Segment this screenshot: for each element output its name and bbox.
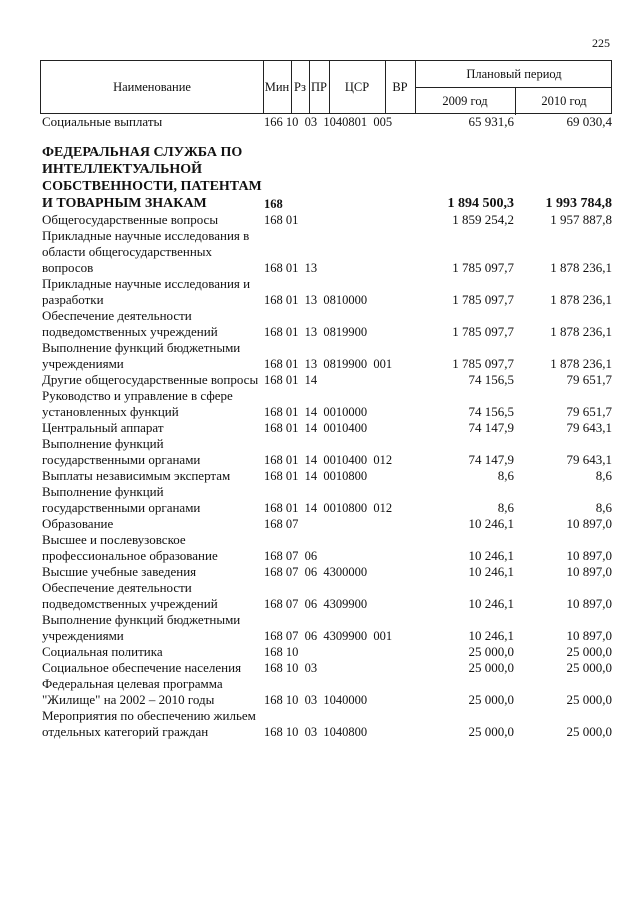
row-value-2010: 10 897,0 <box>566 596 612 611</box>
row-value-2010: 1 878 236,1 <box>550 292 612 307</box>
row-value-2009: 74 156,5 <box>468 372 514 387</box>
header-year-2010: 2010 год <box>541 93 587 108</box>
row-value-2010: 1 957 887,8 <box>550 212 612 227</box>
row-codes: 168 01 14 0010800 <box>264 469 368 483</box>
row-value-2010: 1 993 784,8 <box>545 196 612 211</box>
row-value-2009: 74 147,9 <box>468 420 514 435</box>
row-codes: 168 07 <box>264 517 299 531</box>
row-codes: 168 01 14 0010400 012 <box>264 453 393 467</box>
table-body <box>40 114 612 740</box>
row-value-2009: 1 859 254,2 <box>452 212 514 227</box>
row-value-2009: 10 246,1 <box>468 564 514 579</box>
row-value-2010: 79 643,1 <box>566 420 612 435</box>
row-value-2009: 25 000,0 <box>468 692 514 707</box>
table-row <box>40 580 612 612</box>
row-value-2010: 10 897,0 <box>566 564 612 579</box>
row-value-2009: 10 246,1 <box>468 548 514 563</box>
table-row <box>40 114 612 130</box>
header-min: Мин <box>264 79 290 94</box>
table-row <box>40 532 612 564</box>
header-pr: ПР <box>311 79 327 94</box>
table-row <box>40 388 612 420</box>
row-codes: 168 07 06 <box>264 549 318 563</box>
row-value-2010: 10 897,0 <box>566 628 612 643</box>
row-value-2009: 8,6 <box>497 468 514 483</box>
row-codes: 168 01 13 0810000 <box>264 293 368 307</box>
table-row <box>40 708 612 740</box>
row-codes: 168 10 03 1040800 <box>264 725 368 739</box>
row-value-2010: 25 000,0 <box>566 724 612 739</box>
header-rz: Рз <box>294 79 306 94</box>
table-row <box>40 468 612 484</box>
row-codes: 168 01 14 0010000 <box>264 405 368 419</box>
row-name: Прикладные научные исследования в области общегосударственных вопросов <box>42 228 250 275</box>
row-name: Социальные выплаты <box>42 114 163 129</box>
table-row <box>40 676 612 708</box>
row-value-2009: 10 246,1 <box>468 516 514 531</box>
row-value-2010: 25 000,0 <box>566 644 612 659</box>
row-codes: 168 10 03 1040000 <box>264 693 368 707</box>
row-name: Высшие учебные заведения <box>42 564 197 579</box>
row-value-2010: 8,6 <box>595 500 612 515</box>
budget-table <box>40 60 612 740</box>
row-value-2010: 25 000,0 <box>566 660 612 675</box>
row-name: Мероприятия по обеспечению жильем отдельных категорий граждан <box>42 708 256 739</box>
header-csr: ЦСР <box>344 79 370 94</box>
row-name: Обеспечение деятельности подведомственных учреждений <box>42 580 218 611</box>
table-row <box>40 228 612 276</box>
row-name: Обеспечение деятельности подведомственных учреждений <box>42 308 218 339</box>
row-value-2010: 1 878 236,1 <box>550 356 612 371</box>
row-name: Социальное обеспечение населения <box>42 660 242 675</box>
row-name: Общегосударственные вопросы <box>42 212 219 227</box>
table-row <box>40 484 612 516</box>
table-row <box>40 276 612 308</box>
row-name: Образование <box>42 516 114 531</box>
row-name: Выплаты независимым экспертам <box>42 468 231 483</box>
row-value-2010: 10 897,0 <box>566 548 612 563</box>
table-row <box>40 340 612 372</box>
row-value-2010: 1 878 236,1 <box>550 324 612 339</box>
row-value-2009: 65 931,6 <box>468 114 514 129</box>
row-codes: 168 01 14 0010400 <box>264 421 368 435</box>
row-value-2009: 8,6 <box>497 500 514 515</box>
row-name: Высшее и послевузовское профессиональное образование <box>42 532 218 563</box>
row-value-2010: 79 643,1 <box>566 452 612 467</box>
row-value-2009: 1 785 097,7 <box>452 356 514 371</box>
row-codes: 168 <box>264 197 283 211</box>
row-codes: 168 07 06 4309900 001 <box>264 629 393 643</box>
row-codes: 166 10 03 1040801 005 <box>264 115 393 129</box>
row-codes: 168 01 14 0010800 012 <box>264 501 393 515</box>
row-name: Выполнение функций государственными органами <box>42 436 201 467</box>
row-name: Выполнение функций бюджетными учреждениями <box>42 340 241 371</box>
row-value-2009: 25 000,0 <box>468 660 514 675</box>
table-row <box>40 372 612 388</box>
row-value-2009: 1 785 097,7 <box>452 292 514 307</box>
table-row <box>40 436 612 468</box>
row-value-2009: 74 156,5 <box>468 404 514 419</box>
page-number: 225 <box>592 36 610 50</box>
row-codes: 168 01 13 0819900 001 <box>264 357 393 371</box>
table-row <box>40 644 612 660</box>
header-year-2009: 2009 год <box>442 93 488 108</box>
row-value-2009: 74 147,9 <box>468 452 514 467</box>
row-name: Социальная политика <box>42 644 163 659</box>
row-value-2010: 69 030,4 <box>566 114 612 129</box>
row-value-2009: 1 785 097,7 <box>452 324 514 339</box>
row-codes: 168 10 <box>264 645 299 659</box>
row-name: Центральный аппарат <box>42 420 164 435</box>
row-value-2009: 1 785 097,7 <box>452 260 514 275</box>
row-value-2009: 25 000,0 <box>468 724 514 739</box>
header-name: Наименование <box>113 79 191 94</box>
row-name: Выполнение функций государственными органами <box>42 484 201 515</box>
row-name: Другие общегосударственные вопросы <box>42 372 259 387</box>
row-value-2009: 1 894 500,3 <box>447 196 514 211</box>
row-codes: 168 01 14 <box>264 373 318 387</box>
row-name: Руководство и управление в сфере установленных функций <box>42 388 233 419</box>
row-value-2009: 10 246,1 <box>468 596 514 611</box>
row-value-2010: 25 000,0 <box>566 692 612 707</box>
row-codes: 168 01 13 0819900 <box>264 325 368 339</box>
row-name: Прикладные научные исследования и разработки <box>42 276 251 307</box>
row-value-2010: 10 897,0 <box>566 516 612 531</box>
row-codes: 168 10 03 <box>264 661 318 675</box>
table-row <box>40 564 612 580</box>
table-row <box>40 660 612 676</box>
row-name: ФЕДЕРАЛЬНАЯ СЛУЖБА ПО ИНТЕЛЛЕКТУАЛЬНОЙ СОБСТВЕННОСТИ, ПАТЕНТАМ И ТОВАРНЫМ ЗНАКАМ <box>42 145 262 211</box>
table-row <box>40 612 612 644</box>
row-codes: 168 01 13 <box>264 261 318 275</box>
row-codes: 168 07 06 4309900 <box>264 597 368 611</box>
row-value-2010: 79 651,7 <box>566 372 612 387</box>
row-name: Федеральная целевая программа "Жилище" на 2002 – 2010 годы <box>42 676 223 707</box>
table-row <box>40 308 612 340</box>
table-row <box>40 144 612 212</box>
row-value-2009: 25 000,0 <box>468 644 514 659</box>
row-value-2010: 1 878 236,1 <box>550 260 612 275</box>
row-value-2010: 8,6 <box>595 468 612 483</box>
table-row <box>40 516 612 532</box>
table-header <box>40 60 612 114</box>
header-planned-period: Плановый период <box>466 66 562 81</box>
row-name: Выполнение функций бюджетными учреждениями <box>42 612 241 643</box>
table-row <box>40 212 612 228</box>
row-codes: 168 07 06 4300000 <box>264 565 368 579</box>
table-row <box>40 420 612 436</box>
row-codes: 168 01 <box>264 213 299 227</box>
row-value-2009: 10 246,1 <box>468 628 514 643</box>
row-value-2010: 79 651,7 <box>566 404 612 419</box>
header-vr: ВР <box>392 79 408 94</box>
